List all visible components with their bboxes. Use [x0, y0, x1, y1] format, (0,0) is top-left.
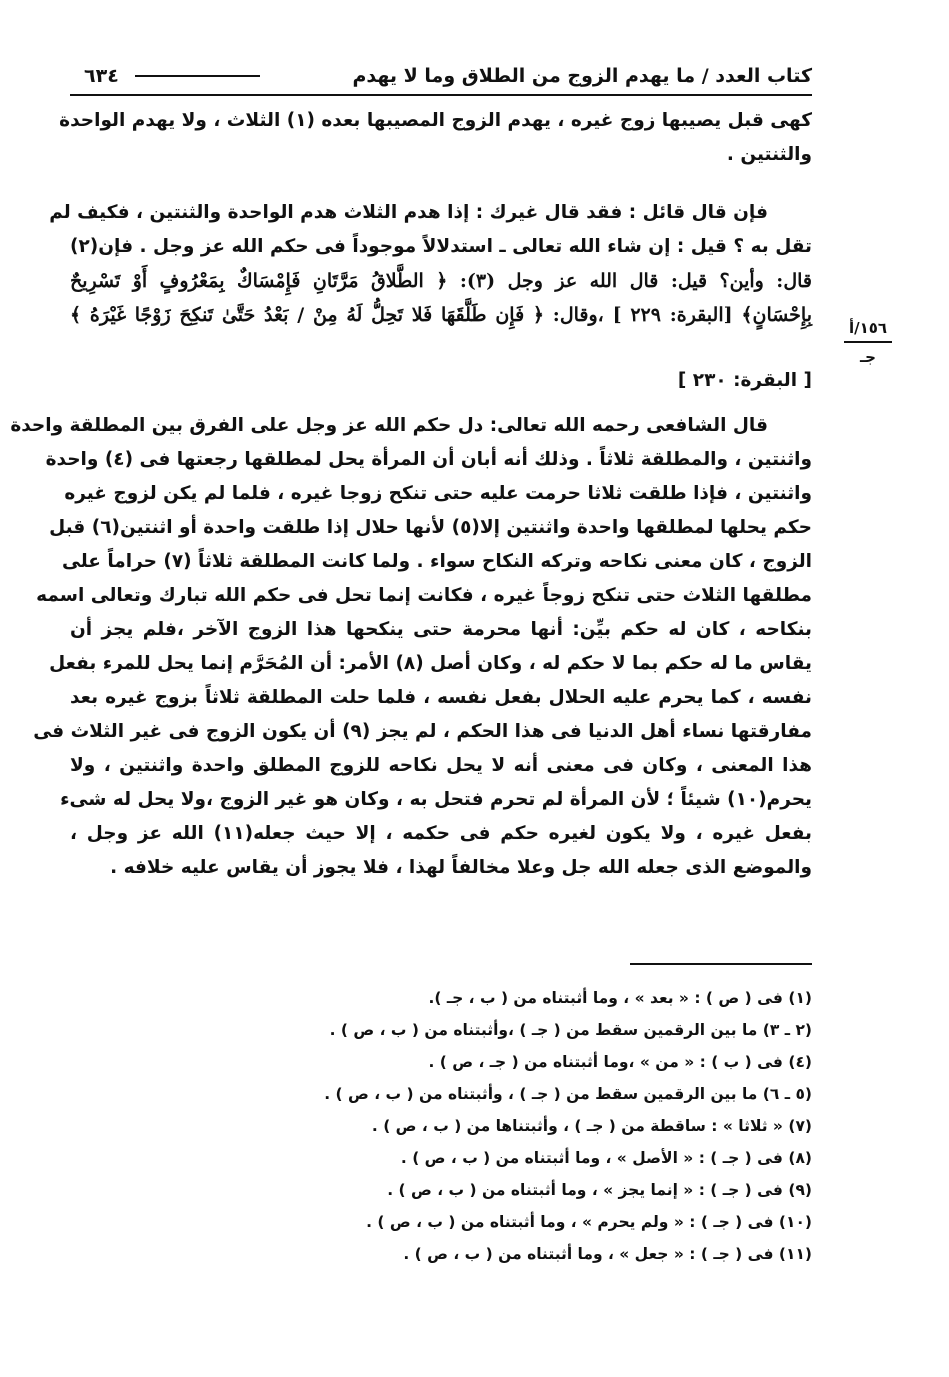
footnote: (٧) « ثلاثا » : ساقطة من ( جـ ) ، وأثبتناها من ( ب ، ص ) .: [371, 1117, 812, 1135]
text-line: الزوج ، كان معنى نكاحه وتركه النكاح سواء . ولما كانت المطلقة ثلاثاً (٧) حراماً على: [62, 551, 812, 572]
text-line: واثنتين ، والمطلقة ثلاثاً . وذلك أنه أبان أن المرأة يحل لمطلقها رجعتها فى (٤) واحدة: [45, 449, 812, 470]
footnote: (٩) فى ( جـ ) : « إنما يجز » ، وما أثبتناه من ( ب ، ص ) .: [387, 1181, 812, 1199]
text-line: [10, 409, 812, 443]
footnote: (٤) فى ( ب ) : « من » ،وما أثبتناه من ( جـ ، ص ) .: [428, 1053, 812, 1071]
running-head: [70, 58, 812, 96]
manuscript-folio-note: [842, 318, 894, 367]
verse-citation: [70, 364, 812, 398]
text-line: والموضع الذى جعله الله جل وعلا مخالفاً لهذا ، فلا يجوز أن يقاس عليه خلافه .: [110, 857, 812, 878]
footnote: (٢ ـ ٣) ما بين الرقمين سقط من ( جـ ) ،وأثبتناه من ( ب ، ص ) .: [329, 1021, 812, 1039]
folio-reference: ١٥٦/أ: [848, 319, 888, 337]
footnote: (٥ ـ ٦) ما بين الرقمين سقط من ( جـ ) ، وأثبتناه من ( ب ، ص ) .: [324, 1085, 812, 1103]
text-line: [ البقرة: ٢٣٠ ]: [677, 370, 812, 391]
text-line: فإن قال قائل : فقد قال غيرك : إذا هدم الثلاث هدم الواحدة والثنتين ، فكيف لم: [49, 202, 768, 223]
folio-rule: [844, 341, 892, 343]
footnote: (١١) فى ( جـ ) : « جعل » ، وما أثبتناه من ( ب ، ص ) .: [403, 1245, 812, 1263]
header-rule: [135, 75, 260, 77]
chapter-title: كتاب العدد / ما يهدم الزوج من الطلاق وما لا يهدم: [352, 65, 812, 87]
footnotes: [300, 982, 812, 1270]
text-line: هذا المعنى ، وكان فى معنى أنه لا يحل نكاحه للزوج المطلق واحدة واثنتين ، ولا: [70, 755, 812, 776]
footnote: (٨) فى ( جـ ) : « الأصل » ، وما أثبتناه من ( ب ، ص ) .: [400, 1149, 812, 1167]
text-line: واثنتين ، فإذا طلقت ثلاثا حرمت عليه حتى تنكح زوجا غيره ، فلما لم يكن لزوج غيره: [64, 483, 812, 504]
text-line: بفعل غيره ، ولا يكون لغيره حكم فى حكمه ، إلا حيث جعله(١١) الله عز وجل ،: [70, 823, 813, 844]
text-line: مطلقها الثلاث حتى تنكح زوجاً غيره ، فكانت إنما تحل فى حكم الله تبارك وتعالى اسمه: [36, 585, 812, 606]
text-line: والثنتين .: [726, 144, 812, 165]
text-line: يقاس ما له حكم بما لا حكم له ، وكان أصل (٨) الأمر: أن المُحَرَّم إنما يحل للمرء بفعل: [49, 653, 812, 674]
paragraph: [10, 409, 813, 885]
text-line: نفسه ، كما يحرم عليه الحلال بفعل نفسه ، فلما حلت المطلقة ثلاثاً بزوج غيره بعد: [70, 687, 812, 708]
quran-verse-line: قال: وأين؟ قيل: قال الله عز وجل (٣): ﴿ الطَّلاقُ مَرَّتَانِ فَإِمْسَاكٌ بِمَعْرُوفٍ أَوْ تَسْرِيحٌ: [70, 270, 812, 292]
paragraph: [49, 196, 813, 332]
speaker-name: قال الشافعى: [646, 415, 768, 436]
footnote: (١) فى ( ص ) : « بعد » ، وما أثبتناه من ( ب ، جـ ).: [428, 989, 812, 1007]
text-line: مفارقتها نساء أهل الدنيا فى هذا الحكم ، لم يجز (٩) أن يكون الزوج فى غير الثلاث فى: [33, 721, 812, 742]
text-line: كهى قبل يصيبها زوج غيره ، يهدم الزوج المصيبها بعده (١) الثلاث ، ولا يهدم الواحدة: [59, 110, 812, 131]
text-run: رحمه الله تعالى: دل حكم الله عز وجل على الفرق بين المطلقة واحدة: [10, 415, 647, 436]
manuscript-siglum: جـ: [860, 348, 876, 366]
paragraph: [59, 104, 812, 172]
footnote: (١٠) فى ( جـ ) : « ولم يحرم » ، وما أثبتناه من ( ب ، ص ) .: [366, 1213, 812, 1231]
page-number: ٦٣٤: [84, 65, 119, 87]
text-line: تقل به ؟ قيل : إن شاء الله تعالى ـ استدلالاً موجوداً فى حكم الله عز وجل . فإن(٢): [70, 236, 812, 257]
quran-verse-line: بِإِحْسَانٍ﴾ [البقرة: ٢٢٩ ] ،وقال: ﴿ فَإِن طَلَّقَهَا فَلا تَحِلُّ لَهُ مِنْ / بَعْدُ حَتَّىٰ تَنكِحَ زَوْجًا غَيْرَهُ ﴾: [70, 304, 813, 326]
footnote-separator: [630, 963, 812, 965]
text-line: حكم يحلها لمطلقها واحدة واثنتين إلا(٥) لأنها حلال إذا طلقت واحدة أو اثنتين(٦) قبل: [49, 517, 812, 538]
text-line: بنكاحه ، كان له حكم بيِّن: أنها محرمة حتى ينكحها هذا الزوج الآخر ،فلم يجز أن: [70, 619, 812, 640]
text-line: يحرم(١٠) شيئاً ؛ لأن المرأة لم تحرم فتحل به ، وكان هو غير الزوج ،ولا يحل له شىء: [60, 789, 812, 810]
